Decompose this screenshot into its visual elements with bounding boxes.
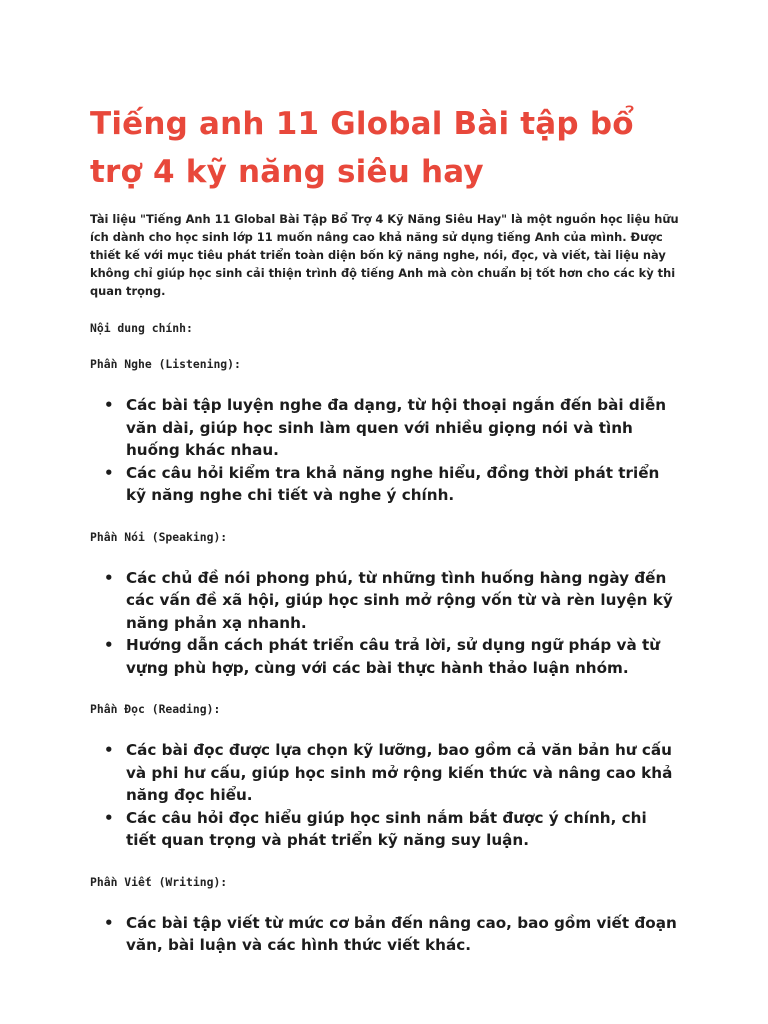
list-item-text: Các chủ đề nói phong phú, từ những tình huống hàng ngày đến các vấn đề xã hội, giúp học sinh mở rộng vốn từ và rèn luyện kỹ năng phản xạ nhanh. [126,568,673,632]
reading-list [90,739,680,852]
list-item-text: Các bài đọc được lựa chọn kỹ lưỡng, bao gồm cả văn bản hư cấu và phi hư cấu, giúp học sinh mở rộng kiến thức và nâng cao khả năng đọc hiểu. [126,741,673,804]
list-item [104,567,680,635]
list-item [104,462,680,507]
list-item [104,739,680,807]
list-item-text: Các câu hỏi kiểm tra khả năng nghe hiểu, đồng thời phát triển kỹ năng nghe chi tiết và nghe ý chính. [126,463,660,504]
list-item-text: Các câu hỏi đọc hiểu giúp học sinh nắm bắt được ý chính, chi tiết quan trọng và phát triển kỹ năng suy luận. [126,808,647,849]
list-item [104,394,680,462]
bullet-icon: • [104,463,114,482]
list-item-text: Các bài tập viết từ mức cơ bản đến nâng cao, bao gồm viết đoạn văn, bài luận và các hình thức viết khác. [126,913,677,954]
section-label-reading: Phần Đọc (Reading): [90,702,221,716]
main-content-label: Nội dung chính: [90,321,193,335]
writing-list [90,912,680,957]
bullet-icon: • [104,568,114,587]
list-item [104,912,680,957]
bullet-icon: • [104,741,114,759]
list-item [104,807,680,852]
bullet-icon: • [104,396,114,414]
document-page [90,100,680,957]
section-label-speaking: Phần Nói (Speaking): [90,529,228,544]
list-item-text: Hướng dẫn cách phát triển câu trả lời, sử dụng ngữ pháp và từ vựng phù hợp, cùng với các bài thực hành thảo luận nhóm. [126,636,661,677]
page-title: Tiếng anh 11 Global Bài tập bổ trợ 4 kỹ năng siêu hay [90,106,634,190]
speaking-list [90,567,680,680]
listening-list [90,394,680,507]
section-label-writing: Phần Viết (Writing): [90,874,228,889]
list-item [104,634,680,679]
bullet-icon: • [104,913,114,932]
bullet-icon: • [104,636,114,654]
intro-paragraph: Tài liệu "Tiếng Anh 11 Global Bài Tập Bổ Trợ 4 Kỹ Năng Siêu Hay" là một nguồn học liệu hữu ích dành cho học sinh lớp 11 muốn nâng cao khả năng sử dụng tiếng Anh của mình. Được thiết kế với mục tiêu phát triển toàn diện bốn kỹ năng nghe, nói, đọc, và viết, tài liệu này không chỉ giúp học sinh cải thiện trình độ tiếng Anh mà còn chuẩn bị tốt hơn cho các kỳ thi quan trọng. [90,212,679,298]
section-label-listening: Phần Nghe (Listening): [90,357,241,371]
list-item-text: Các bài tập luyện nghe đa dạng, từ hội thoại ngắn đến bài diễn văn dài, giúp học sinh làm quen với nhiều giọng nói và tình huống khác nhau. [126,396,667,459]
bullet-icon: • [104,808,114,827]
